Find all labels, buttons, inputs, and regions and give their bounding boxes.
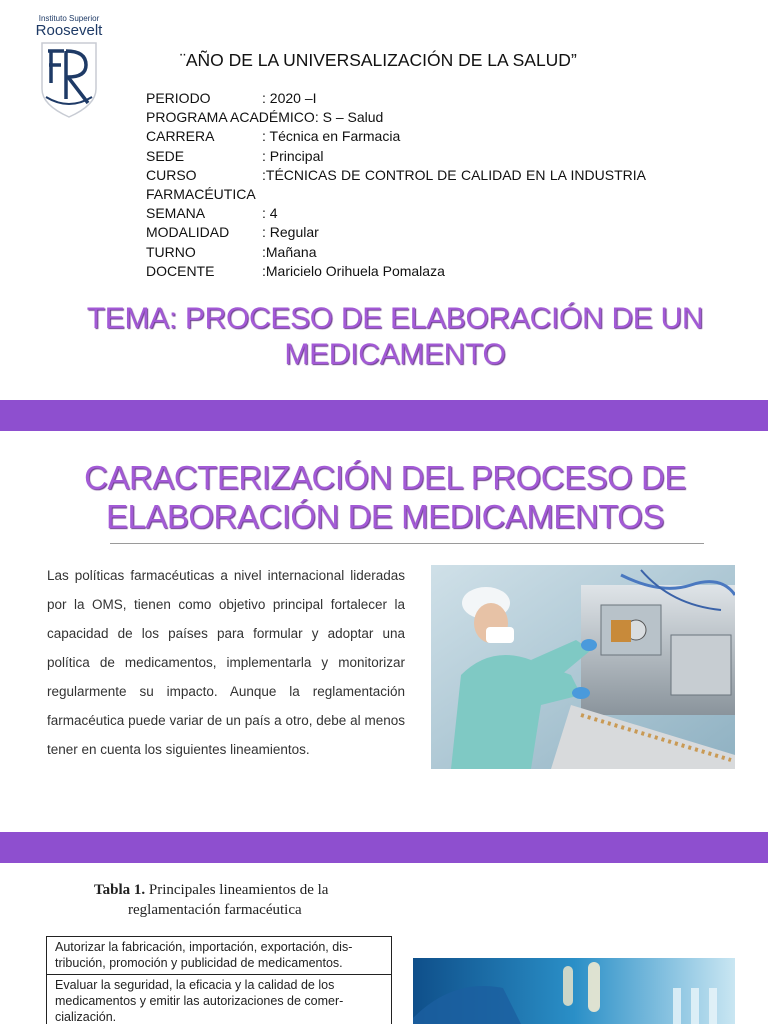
shield-icon	[28, 39, 110, 119]
pharma-lab-photo	[431, 565, 735, 769]
table-caption-line2: reglamentación farmacéutica	[128, 902, 302, 918]
table-caption	[94, 880, 328, 920]
purple-divider	[0, 832, 768, 863]
title-underline	[110, 543, 704, 544]
lab-test-tubes-photo	[413, 958, 735, 1024]
info-row: CARRERA : Técnica en Farmacia	[146, 128, 401, 145]
guidelines-table	[46, 936, 392, 1024]
info-row: TURNO :Mañana	[146, 243, 317, 260]
info-row: SEMANA : 4	[146, 205, 278, 222]
table-caption-line1: Principales lineamientos de la	[148, 882, 329, 898]
topic-title: TEMA: PROCESO DE ELABORACIÓN DE UN MEDICAMENTO	[86, 302, 704, 371]
table-caption-label: Tabla 1.	[94, 882, 146, 898]
slide-title: CARACTERIZACIÓN DEL PROCESO DE ELABORACIÓN DE MEDICAMENTOS	[84, 459, 686, 535]
slide-table	[0, 863, 768, 1024]
info-row: FARMACÉUTICA	[146, 186, 256, 203]
info-row: SEDE : Principal	[146, 147, 324, 164]
info-row: MODALIDAD : Regular	[146, 224, 319, 241]
logo-big-text: Roosevelt	[35, 22, 103, 39]
info-row: PROGRAMA ACADÉMICO : S – Salud	[146, 109, 384, 126]
table-row: Evaluar la seguridad, la eficacia y la calidad de los medicamentos y emitir las autorizaciones de comer-cialización.	[55, 978, 344, 1024]
info-row: DOCENTE :Maricielo Orihuela Pomalaza	[146, 262, 445, 279]
logo-small-text: Instituto Superior	[38, 14, 100, 23]
slide-characterization	[0, 431, 768, 832]
info-row: PERIODO : 2020 –I	[146, 90, 317, 106]
year-headline: ¨AÑO DE LA UNIVERSALIZACIÓN DE LA SALUD”	[180, 50, 577, 70]
body-paragraph: Las políticas farmacéuticas a nivel internacional lideradas por la OMS, tienen como objetivo principal fortalecer la capacidad de los países para formular y adoptar una política de medicamentos, implementarla y monitorizar regularmente su impacto. Aunque la reglamentación farmacéutica puede variar de un país a otro, debe al menos tener en cuenta los siguientes lineamientos.	[47, 568, 405, 757]
purple-divider	[0, 400, 768, 431]
roosevelt-logo	[28, 14, 110, 124]
slide-cover	[0, 0, 768, 400]
course-info	[146, 89, 646, 281]
info-row: CURSO :TÉCNICAS DE CONTROL DE CALIDAD EN LA INDUSTRIA	[146, 166, 646, 183]
table-row: Autorizar la fabricación, importación, exportación, dis-tribución, promoción y publicidad de medicamentos.	[47, 937, 391, 975]
